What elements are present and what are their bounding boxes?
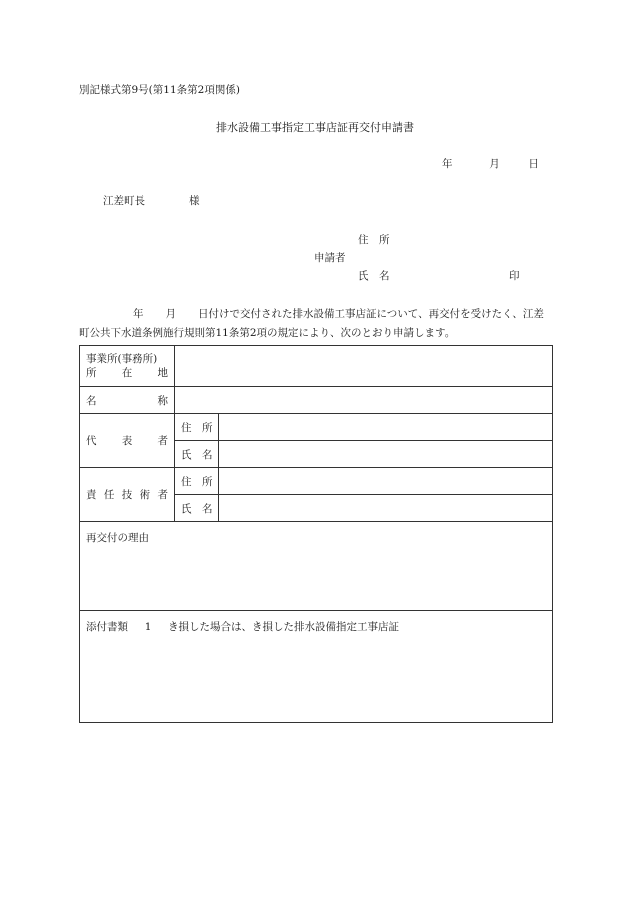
- form-number: 別記様式第9号(第11条第2項関係): [79, 84, 240, 96]
- office-location-label: [80, 346, 175, 387]
- applicant-address-label: 住 所: [358, 234, 390, 246]
- seal-mark: 印: [509, 270, 520, 282]
- date-year: 年: [442, 158, 453, 170]
- chief-engineer-label: 責 任 技 術 者: [80, 468, 175, 522]
- attachment-number: 1: [144, 621, 152, 633]
- office-location-field[interactable]: [175, 346, 553, 387]
- addressee: [103, 193, 200, 208]
- representative-address-label: 住 所: [175, 414, 219, 441]
- office-label: 事業所(事務所): [86, 353, 158, 365]
- representative-label: 代 表 者: [80, 414, 175, 468]
- addressee-name: 江差町長: [103, 195, 145, 207]
- engineer-address-label: 住 所: [175, 468, 219, 495]
- reissue-reason-label: 再交付の理由: [86, 532, 149, 544]
- addressee-suffix: 様: [189, 195, 200, 207]
- engineer-name-label: 氏 名: [175, 495, 219, 522]
- application-form-table: [79, 345, 553, 723]
- reissue-reason-field[interactable]: [80, 522, 553, 611]
- representative-name-field[interactable]: [219, 441, 553, 468]
- attachments-field: [80, 611, 553, 723]
- engineer-name-field[interactable]: [219, 495, 553, 522]
- engineer-address-field[interactable]: [219, 468, 553, 495]
- body-year: 年: [133, 308, 144, 320]
- attachment-text: き損した場合は、き損した排水設備指定工事店証: [168, 621, 400, 633]
- business-name-label: 名 称: [80, 387, 175, 414]
- document-title: 排水設備工事指定工事店証再交付申請書: [216, 121, 414, 134]
- body-text: 日付けで交付された排水設備工事店証について、再交付を受けたく、江差町公共下水道条例施行規則第11条第2項の規定により、次のとおり申請します。: [79, 308, 544, 339]
- date-month: 月: [489, 158, 500, 170]
- body-month: 月: [165, 308, 176, 320]
- applicant-label: 申請者: [314, 252, 346, 264]
- business-name-field[interactable]: [175, 387, 553, 414]
- representative-address-field[interactable]: [219, 414, 553, 441]
- body-paragraph: [79, 305, 553, 343]
- applicant-name-label: 氏 名: [358, 270, 390, 282]
- representative-name-label: 氏 名: [175, 441, 219, 468]
- date-day: 日: [528, 158, 539, 170]
- date-line: [442, 156, 539, 171]
- location-label: 所 在 地: [86, 367, 168, 379]
- attachments-label: 添付書類: [86, 621, 128, 633]
